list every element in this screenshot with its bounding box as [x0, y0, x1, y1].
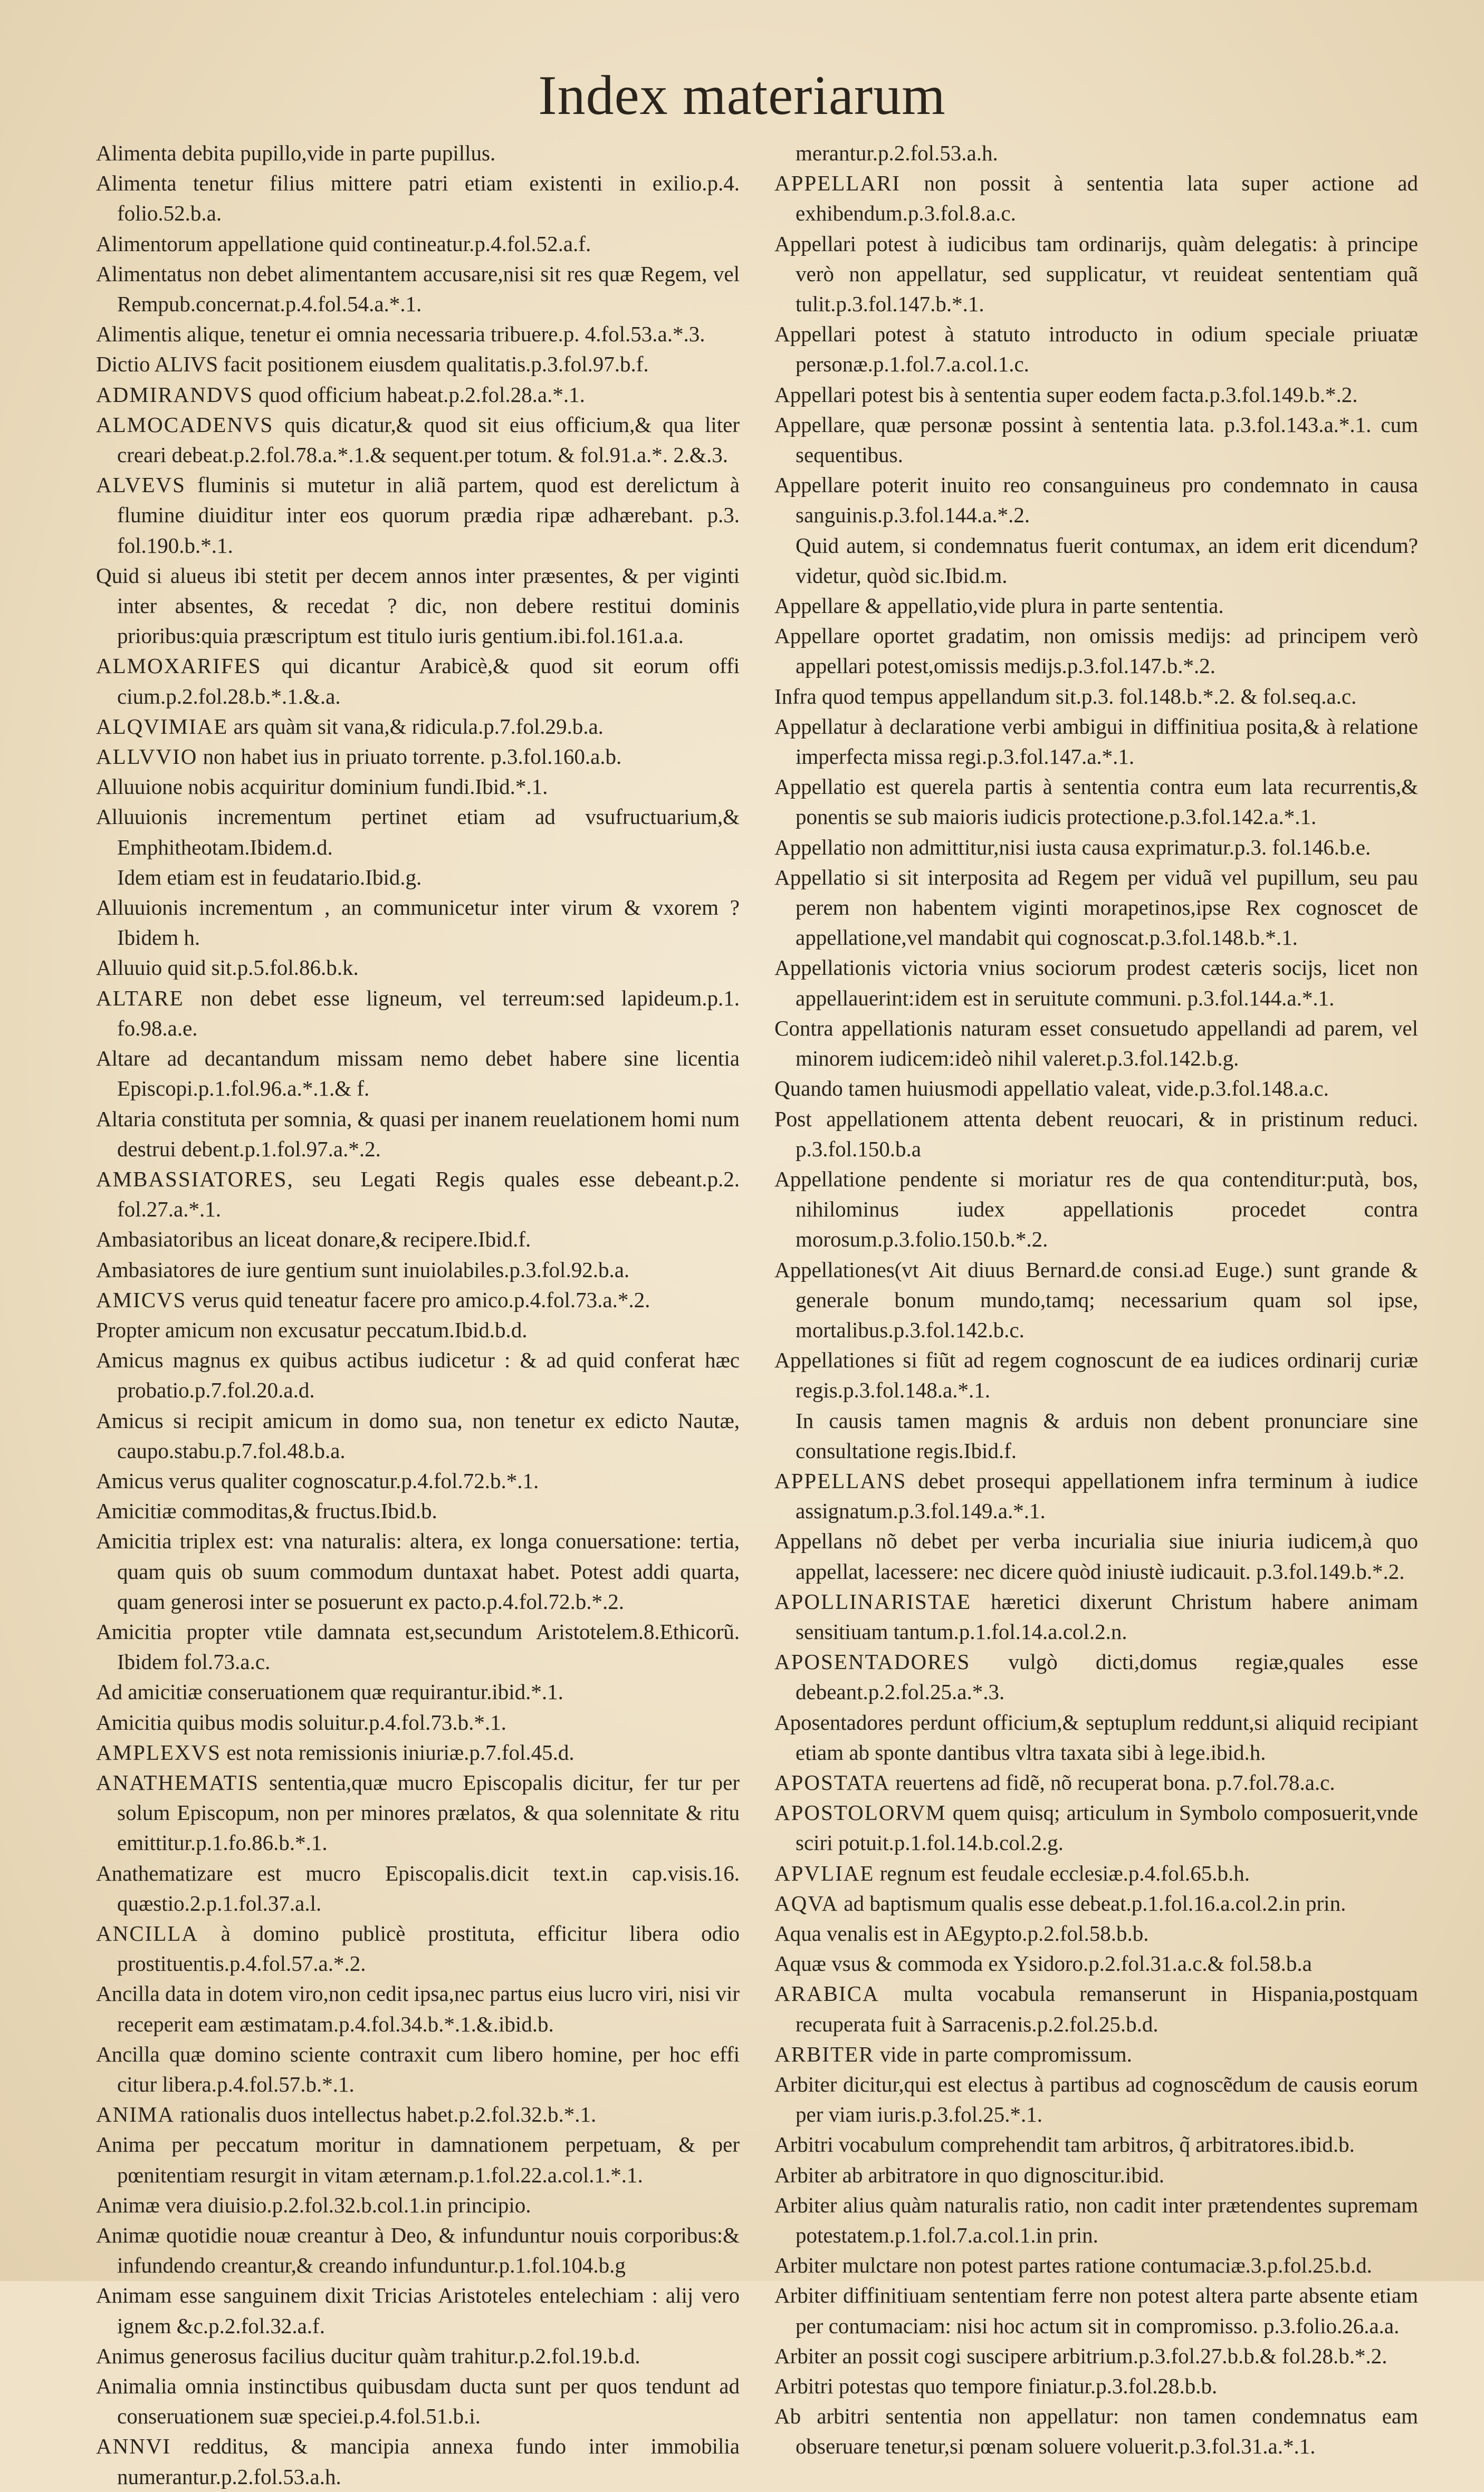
- index-entry: [774, 1949, 1418, 1979]
- entry-text: , seu Legati Regis quales esse debeant.p.2. fol.27.a.*.1.: [117, 1166, 740, 1222]
- entry-text: est nota remissionis iniuriæ.p.7.fol.45.d.: [221, 1740, 575, 1765]
- index-entry: [774, 1255, 1418, 1346]
- index-entry: [774, 1104, 1418, 1164]
- index-column-right: [774, 138, 1418, 2462]
- index-entry: [96, 772, 740, 802]
- entry-text: Animæ vera diuisio.p.2.fol.32.b.col.1.in principio.: [96, 2192, 531, 2217]
- index-entry: [774, 591, 1418, 621]
- entry-text: Alimenta tenetur filius mittere patri etiam existenti in exilio.p.4. folio.52.b.a.: [96, 171, 740, 226]
- index-entry: [96, 1858, 740, 1919]
- entry-text: Aposentadores perdunt officium,& septuplum reddunt,si aliquid recipiant etiam ab sponte dantibus vltra taxata sibi à lege.ibid.h.: [774, 1710, 1418, 1765]
- index-entry: [774, 1798, 1418, 1858]
- index-entry: [774, 1466, 1418, 1526]
- entry-headword: APVLIAE: [774, 1861, 875, 1885]
- entry-text: regnum est feudale ecclesiæ.p.4.fol.65.b.h.: [874, 1861, 1250, 1885]
- index-entry: [96, 2039, 740, 2100]
- index-entry: [774, 1406, 1418, 1466]
- entry-text: rationalis duos intellectus habet.p.2.fol.32.b.*.1.: [174, 2102, 597, 2127]
- entry-headword: ARBITER: [774, 2041, 875, 2066]
- index-entry: [774, 1768, 1418, 1798]
- entry-text: Infra quod tempus appellandum sit.p.3. fol.148.b.*.2. & fol.seq.a.c.: [774, 684, 1357, 708]
- entry-text: Altare ad decantandum missam nemo debet habere sine licentia Episcopi.p.1.fol.96.a.*.1.& f.: [96, 1046, 740, 1101]
- index-entry: [96, 2341, 740, 2371]
- index-entry: [96, 2280, 740, 2341]
- index-entry: [96, 138, 740, 168]
- index-entry: [774, 1587, 1418, 1647]
- index-entry: [96, 1104, 740, 1164]
- index-entry: [774, 1164, 1418, 1255]
- index-entry: [774, 1647, 1418, 1707]
- entry-text: Appellationis victoria vnius sociorum prodest cæteris socijs, licet non appellauerint:idem est in seruitute communi. p.3.fol.144.a.*.1.: [774, 955, 1418, 1010]
- entry-text: Alimentatus non debet alimentantem accusare,nisi sit res quæ Regem, vel Rempub.concernat.p.4.fol.54.a.*.1.: [96, 261, 740, 317]
- index-entry: [774, 1708, 1418, 1768]
- entry-headword: ANIMA: [96, 2102, 175, 2127]
- entry-text: Appellationes(vt Ait diuus Bernard.de consi.ad Euge.) sunt grande & generale bonum mundo,tamq; necessarium quam sol ipse, mortalibus.p.3.fol.142.b.c.: [774, 1257, 1418, 1342]
- index-entry: [96, 380, 740, 410]
- entry-text: Appellari potest à iudicibus tam ordinarijs, quàm delegatis: à principe verò non appellatur, sed supplicatur, vt reuideat sententiam quã tulit.p.3.fol.147.b.*.1.: [774, 231, 1418, 317]
- index-entry: [774, 621, 1418, 681]
- entry-text: Contra appellationis naturam esset consuetudo appellandi ad parem, vel minorem iudicem:ideò nihil valeret.p.3.fol.142.b.g.: [774, 1015, 1418, 1071]
- entry-text: Arbitri vocabulum comprehendit tam arbitros, q̃ arbitratores.ibid.b.: [774, 2132, 1355, 2157]
- index-entry: [774, 2039, 1418, 2069]
- entry-text: Ad amicitiæ conseruationem quæ requirantur.ibid.*.1.: [96, 1680, 563, 1704]
- entry-text: Quid autem, si condemnatus fuerit contumax, an idem erit dicendum? videtur, quòd sic.Ibid.m.: [796, 533, 1418, 588]
- index-entry: [96, 712, 740, 742]
- index-entry: [774, 1345, 1418, 1405]
- index-entry: [96, 319, 740, 349]
- index-entry: [96, 2130, 740, 2190]
- entry-headword: APPELLANS: [774, 1468, 907, 1493]
- index-entry: [774, 168, 1418, 228]
- entry-text: Ancilla quæ domino sciente contraxit cum libero homine, per hoc effi citur libera.p.4.fol.57.b.*.1.: [96, 2041, 740, 2096]
- entry-text: Appellationes si fiũt ad regem cognoscunt de ea iudices ordinarij curiæ regis.p.3.fol.148.a.*.1.: [774, 1348, 1418, 1403]
- index-entry: [96, 259, 740, 319]
- entry-headword: ADMIRANDVS: [96, 382, 253, 407]
- entry-text: Arbiter mulctare non potest partes ratione contumaciæ.3.p.fol.25.b.d.: [774, 2253, 1372, 2278]
- entry-text: Animæ quotidie nouæ creantur à Deo, & infunduntur nouis corporibus:& infundendo creantur,& creando infunduntur.p.1.fol.104.b.g: [96, 2223, 740, 2278]
- entry-text: Amicus si recipit amicum in domo sua, non tenetur ex edicto Nautæ, caupo.stabu.p.7.fol.48.b.a.: [96, 1408, 740, 1463]
- entry-headword: ANCILLA: [96, 1921, 198, 1945]
- index-entry: [774, 1858, 1418, 1889]
- index-entry: [96, 2371, 740, 2431]
- entry-text: vide in parte compromissum.: [874, 2041, 1132, 2066]
- index-entry: [96, 862, 740, 893]
- index-entry: [96, 2220, 740, 2280]
- index-entry: [96, 1224, 740, 1254]
- entry-text: non habet ius in priuato torrente. p.3.fol.160.a.b.: [197, 744, 622, 769]
- index-entry: [96, 229, 740, 259]
- index-entry: [774, 2190, 1418, 2250]
- entry-text: Appellare & appellatio,vide plura in parte sententia.: [774, 593, 1224, 618]
- index-entry: [96, 2100, 740, 2130]
- index-entry: [96, 1919, 740, 1979]
- index-entry: [96, 1617, 740, 1677]
- index-entry: [96, 2190, 740, 2220]
- entry-text: Appellari potest à statuto introducto in odium speciale priuatæ personæ.p.1.fol.7.a.col.1.c.: [774, 322, 1418, 377]
- page-title: Index materiarum: [538, 64, 946, 126]
- index-entry: [774, 380, 1418, 410]
- entry-headword: AQVA: [774, 1891, 839, 1915]
- index-entry: [96, 1043, 740, 1104]
- entry-text: merantur.p.2.fol.53.a.h.: [796, 141, 998, 165]
- entry-text: Arbiter ab arbitratore in quo dignoscitur.ibid.: [774, 2162, 1164, 2187]
- entry-text: Alimentis alique, tenetur ei omnia necessaria tribuere.p. 4.fol.53.a.*.3.: [96, 322, 705, 347]
- entry-text: Animam esse sanguinem dixit Tricias Aristoteles entelechiam : alij vero ignem &c.p.2.fol.32.a.f.: [96, 2283, 740, 2338]
- index-column-left: [96, 138, 740, 2492]
- entry-text: Appellans nõ debet per verba incurialia siue iniuria iudicem,à quo appellat, lacessere: nec dicere quòd iniustè iudicauit. p.3.fol.149.b.*.2.: [774, 1529, 1418, 1584]
- entry-text: Alluuionis incrementum , an communicetur inter virum & vxorem ? Ibidem h.: [96, 895, 740, 950]
- index-entry: [774, 2069, 1418, 2130]
- entry-text: Arbiter alius quàm naturalis ratio, non cadit inter prætendentes supremam potestatem.p.1.fol.7.a.col.1.in prin.: [774, 2192, 1418, 2248]
- index-entry: [96, 561, 740, 651]
- entry-text: Arbitri potestas quo tempore finiatur.p.3.fol.28.b.b.: [774, 2374, 1218, 2399]
- entry-headword: ANATHEMATIS: [96, 1770, 259, 1795]
- entry-text: Ambasiatoribus an liceat donare,& recipere.Ibid.f.: [96, 1227, 531, 1252]
- entry-text: Post appellationem attenta debent reuocari, & in pristinum reduci. p.3.fol.150.b.a: [774, 1106, 1418, 1161]
- entry-headword: ALVEVS: [96, 473, 186, 497]
- index-entry: [774, 2160, 1418, 2190]
- entry-headword: ALMOXARIFES: [96, 654, 262, 678]
- index-entry: [774, 531, 1418, 591]
- index-entry: [96, 1708, 740, 1738]
- entry-headword: ALQVIMIAE: [96, 714, 228, 739]
- entry-text: Alluuione nobis acquiritur dominium fundi.Ibid.*.1.: [96, 774, 548, 799]
- entry-text: Amicitia triplex est: vna naturalis: altera, ex longa conuersatione: tertia, quam quis ob suum commodum duntaxat habet. Potest addi quarta, quam generosi inter se posuerunt ex pacto.p.4.fol.72.b.*.2.: [96, 1529, 740, 1614]
- entry-text: Alimenta debita pupillo,vide in parte pupillus.: [96, 141, 496, 165]
- entry-text: à domino publicè prostituta, efficitur libera odio prostituentis.p.4.fol.57.a.*.2.: [117, 1921, 740, 1976]
- entry-text: Appellare poterit inuito reo consanguineus pro condemnato in causa sanguinis.p.3.fol.144.a.*.2.: [774, 473, 1418, 528]
- entry-text: Propter amicum non excusatur peccatum.Ibid.b.d.: [96, 1317, 528, 1342]
- index-entry: [774, 229, 1418, 320]
- entry-text: redditus, & mancipia annexa fundo inter immobilia numerantur.p.2.fol.53.a.h.: [117, 2434, 740, 2489]
- index-entry: [96, 1345, 740, 1405]
- index-entry: [774, 1526, 1418, 1586]
- entry-text: quem quisq; articulum in Symbolo composuerit,vnde sciri potuit.p.1.fol.14.b.col.2.g.: [796, 1800, 1418, 1855]
- entry-text: Anathematizare est mucro Episcopalis.dicit text.in cap.visis.16. quæstio.2.p.1.fol.37.a.l.: [96, 1861, 740, 1915]
- entry-text: Appellatio est querela partis à sententia contra eum lata recurrentis,& ponentis se sub maioris iudicis protectione.p.3.fol.142.a.*.1.: [774, 774, 1418, 829]
- entry-text: Animalia omnia instinctibus quibusdam ducta sunt per quos tendunt ad conseruationem suæ speciei.p.4.fol.51.b.i.: [96, 2374, 740, 2429]
- entry-headword: APOSTATA: [774, 1770, 891, 1795]
- entry-text: multa vocabula remanserunt in Hispania,postquam recuperata fuit à Sarracenis.p.2.fol.25.b.d.: [796, 1981, 1418, 2036]
- index-entry: [96, 1677, 740, 1707]
- index-entry: [96, 1496, 740, 1526]
- entry-text: Anima per peccatum moritur in damnationem perpetuam, & per pœnitentiam resurgit in vitam æternam.p.1.fol.22.a.col.1.*.1.: [96, 2132, 740, 2187]
- index-entry: [96, 1285, 740, 1315]
- index-entry: [774, 2401, 1418, 2461]
- index-entry: [96, 1406, 740, 1466]
- entry-text: fluminis si mutetur in aliã partem, quod est derelictum à flumine diuiditur inter eos quorum prædia ripæ adhærebant. p.3. fol.190.b.*.1.: [117, 473, 740, 558]
- entry-headword: ARABICA: [774, 1981, 879, 2006]
- index-entry: [774, 2250, 1418, 2280]
- entry-text: vulgò dicti,domus regiæ,quales esse debeant.p.2.fol.25.a.*.3.: [796, 1650, 1418, 1704]
- entry-text: Ancilla data in dotem viro,non cedit ipsa,nec partus eius lucro viri, nisi vir receperit eam æstimatam.p.4.fol.34.b.*.1.&.ibid.b.: [96, 1981, 740, 2036]
- index-entry: [96, 1164, 740, 1224]
- entry-text: Alluuionis incrementum pertinet etiam ad vsufructuarium,& Emphitheotam.Ibidem.d.: [96, 804, 740, 859]
- index-entry: [774, 772, 1418, 832]
- entry-text: non debet esse ligneum, vel terreum:sed lapideum.p.1. fo.98.a.e.: [117, 985, 740, 1040]
- entry-text: Amicus verus qualiter cognoscatur.p.4.fol.72.b.*.1.: [96, 1468, 539, 1493]
- entry-text: Alimentorum appellatione quid contineatur.p.4.fol.52.a.f.: [96, 231, 591, 256]
- index-entry: [96, 893, 740, 953]
- index-entry: [774, 2280, 1418, 2341]
- entry-text: quod officium habeat.p.2.fol.28.a.*.1.: [253, 382, 585, 407]
- index-entry: [96, 1738, 740, 1768]
- entry-text: Quando tamen huiusmodi appellatio valeat, vide.p.3.fol.148.a.c.: [774, 1076, 1329, 1101]
- entry-headword: AMBASSIATORES: [96, 1166, 288, 1191]
- entry-text: Arbiter diffinitiuam sententiam ferre non potest altera parte absente etiam per contumaciam: nisi hoc actum sit in compromisso. p.3.folio.26.a.a.: [774, 2283, 1418, 2338]
- entry-text: ad baptismum qualis esse debeat.p.1.fol.16.a.col.2.in prin.: [838, 1891, 1346, 1915]
- entry-text: reuertens ad fidẽ, nõ recuperat bona. p.7.fol.78.a.c.: [890, 1770, 1335, 1795]
- entry-headword: APOLLINARISTAE: [774, 1589, 972, 1614]
- index-entry: [96, 742, 740, 772]
- index-entry: [774, 1979, 1418, 2039]
- entry-text: Aquæ vsus & commoda ex Ysidoro.p.2.fol.31.a.c.& fol.58.b.a: [774, 1951, 1312, 1976]
- entry-text: Arbiter an possit cogi suscipere arbitrium.p.3.fol.27.b.b.& fol.28.b.*.2.: [774, 2343, 1387, 2368]
- index-entry: [96, 983, 740, 1043]
- entry-text: Amicitiæ commoditas,& fructus.Ibid.b.: [96, 1499, 437, 1523]
- entry-text: In causis tamen magnis & arduis non debent pronunciare sine consultatione regis.Ibid.f.: [796, 1408, 1418, 1463]
- index-entry: [774, 862, 1418, 953]
- index-entry: [774, 2371, 1418, 2401]
- entry-headword: APPELLARI: [774, 171, 901, 196]
- entry-headword: AMPLEXVS: [96, 1740, 221, 1765]
- index-entry: [96, 2431, 740, 2491]
- entry-text: Appellari potest bis à sententia super eodem facta.p.3.fol.149.b.*.2.: [774, 382, 1358, 407]
- index-entry: [774, 1919, 1418, 1949]
- entry-text: Amicitia propter vtile damnata est,secundum Aristotelem.8.Ethicorũ. Ibidem fol.73.a.c.: [96, 1619, 740, 1674]
- index-entry: [774, 470, 1418, 530]
- index-entry: [96, 1315, 740, 1345]
- entry-text: Appellatur à declaratione verbi ambigui in diffinitiua posita,& à relatione imperfecta missa regi.p.3.fol.147.a.*.1.: [774, 714, 1418, 769]
- entry-text: hæretici dixerunt Christum habere animam sensitiuam tantum.p.1.fol.14.a.col.2.n.: [796, 1589, 1418, 1644]
- index-entry: [774, 319, 1418, 379]
- index-entry: [774, 2130, 1418, 2160]
- entry-text: Appellare, quæ personæ possint à sententia lata. p.3.fol.143.a.*.1. cum sequentibus.: [774, 412, 1418, 467]
- index-entry: [96, 1466, 740, 1496]
- index-entry: [774, 410, 1418, 470]
- index-entry: [774, 953, 1418, 1013]
- entry-text: Appellatione pendente si moriatur res de qua contenditur:putà, bos, nihilominus iudex appellationis procedet contra morosum.p.3.folio.150.b.*.2.: [774, 1166, 1418, 1252]
- entry-text: debet prosequi appellationem infra terminum à iudice assignatum.p.3.fol.149.a.*.1.: [796, 1468, 1418, 1523]
- index-entry: [774, 682, 1418, 712]
- index-entry: [774, 712, 1418, 772]
- entry-text: Appellatio non admittitur,nisi iusta causa exprimatur.p.3. fol.146.b.e.: [774, 835, 1371, 859]
- entry-headword: ALLVVIO: [96, 744, 198, 769]
- entry-text: Amicus magnus ex quibus actibus iudicetur : & ad quid conferat hæc probatio.p.7.fol.20.a.d.: [96, 1348, 740, 1403]
- entry-text: Arbiter dicitur,qui est electus à partibus ad cognoscẽdum de causis eorum per viam iuris.p.3.fol.25.*.1.: [774, 2072, 1418, 2127]
- entry-headword: ALTARE: [96, 985, 184, 1010]
- index-entry: [774, 1074, 1418, 1104]
- index-entry: [96, 168, 740, 228]
- entry-headword: APOSENTADORES: [774, 1650, 971, 1674]
- index-entry: [96, 651, 740, 711]
- index-entry: [774, 832, 1418, 862]
- entry-text: Animus generosus facilius ducitur quàm trahitur.p.2.fol.19.b.d.: [96, 2343, 640, 2368]
- entry-text: Ab arbitri sententia non appellatur: non tamen condemnatus eam obseruare tenetur,si pœnam soluere voluerit.p.3.fol.31.a.*.1.: [774, 2404, 1418, 2459]
- entry-text: Altaria constituta per somnia, & quasi per inanem reuelationem homi num destrui debent.p.1.fol.97.a.*.2.: [96, 1106, 740, 1161]
- entry-text: Dictio ALIVS facit positionem eiusdem qualitatis.p.3.fol.97.b.f.: [96, 352, 649, 377]
- entry-text: Quid si alueus ibi stetit per decem annos inter præsentes, & per viginti inter absentes, & recedat ? dic, non debere restitui dominis prioribus:quia præscriptum est titulo iuris gentium.ibi.fol.161.a.a.: [96, 563, 740, 648]
- entry-text: ars quàm sit vana,& ridicula.p.7.fol.29.b.a.: [228, 714, 604, 739]
- entry-text: non possit à sententia lata super actione ad exhibendum.p.3.fol.8.a.c.: [796, 171, 1418, 226]
- entry-text: sententia,quæ mucro Episcopalis dicitur, fer tur per solum Episcopum, non per minores prælatos, & qua solennitate & ritu emittitur.p.1.fo.86.b.*.1.: [117, 1770, 740, 1855]
- index-entry: [96, 802, 740, 862]
- entry-text: Aqua venalis est in AEgypto.p.2.fol.58.b.b.: [774, 1921, 1149, 1945]
- index-entry: [96, 1768, 740, 1858]
- entry-headword: APOSTOLORVM: [774, 1800, 946, 1825]
- entry-text: qui dicantur Arabicè,& quod sit eorum offi cium.p.2.fol.28.b.*.1.&.a.: [117, 654, 740, 708]
- entry-headword: ANNVI: [96, 2434, 171, 2459]
- entry-headword: AMICVS: [96, 1287, 187, 1312]
- entry-text: Ambasiatores de iure gentium sunt inuiolabiles.p.3.fol.92.b.a.: [96, 1257, 630, 1282]
- entry-text: verus quid teneatur facere pro amico.p.4.fol.73.a.*.2.: [186, 1287, 650, 1312]
- entry-text: Alluuio quid sit.p.5.fol.86.b.k.: [96, 955, 359, 980]
- index-entry: [774, 1013, 1418, 1074]
- index-entry: [774, 138, 1418, 168]
- index-entry: [96, 470, 740, 561]
- entry-text: Amicitia quibus modis soluitur.p.4.fol.73.b.*.1.: [96, 1710, 506, 1734]
- entry-headword: ALMOCADENVS: [96, 412, 274, 437]
- index-entry: [96, 1979, 740, 2039]
- index-entry: [774, 1889, 1418, 1919]
- entry-text: Appellare oportet gradatim, non omissis medijs: ad principem verò appellari potest,omissis medijs.p.3.fol.147.b.*.2.: [774, 624, 1418, 678]
- index-entry: [96, 410, 740, 470]
- entry-text: Idem etiam est in feudatario.Ibid.g.: [117, 865, 422, 889]
- entry-text: Appellatio si sit interposita ad Regem per viduã vel pupillum, seu pau perem non habentem viginti morapetinos,ipse Rex cognoscet de appellatione,vel mandabit qui cognoscat.p.3.fol.148.b.*.1.: [774, 865, 1418, 950]
- entry-text: quis dicatur,& quod sit eius officium,& qua liter creari debeat.p.2.fol.78.a.*.1.& sequent.per totum. & fol.91.a.*. 2.&.3.: [117, 412, 740, 467]
- index-entry: [96, 1526, 740, 1617]
- index-entry: [96, 953, 740, 983]
- index-entry: [774, 2341, 1418, 2371]
- index-entry: [96, 349, 740, 379]
- index-entry: [96, 1255, 740, 1285]
